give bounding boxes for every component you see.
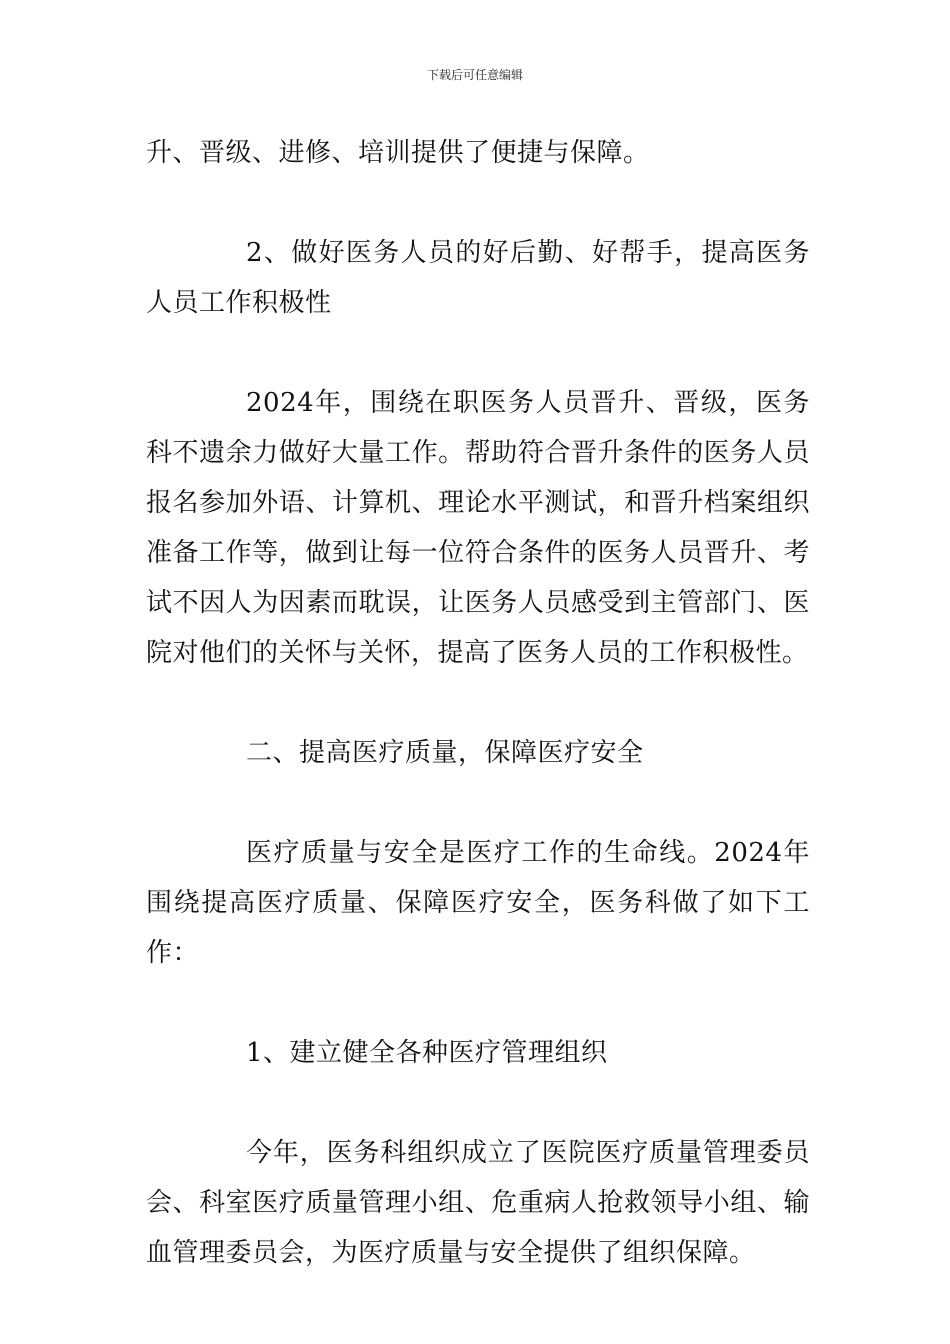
section-heading-1: 1、建立健全各种医疗管理组织 [246,1038,608,1068]
section-heading-2: 2、做好医务人员的好后勤、好帮手，提高医务人员工作积极性 [146,238,810,318]
header-note: 下载后可任意编辑 [426,68,523,82]
paragraph-continuation: 升、晋级、进修、培训提供了便捷与保障。 [146,138,650,168]
paragraph-quality-intro: 医疗质量与安全是医疗工作的生命线。2024年围绕提高医疗质量、保障医疗安全，医务科做了如下工作： [146,838,810,968]
document-body [146,128,810,1328]
paragraph-organizations: 今年，医务科组织成立了医院医疗质量管理委员会、科室医疗质量管理小组、危重病人抢救领导小组、输血管理委员会，为医疗质量与安全提供了组织保障。 [146,1138,810,1268]
section-heading-quality: 二、提高医疗质量，保障医疗安全 [246,738,644,768]
paragraph-promotion-work: 2024年，围绕在职医务人员晋升、晋级，医务科不遗余力做好大量工作。帮助符合晋升条件的医务人员报名参加外语、计算机、理论水平测试，和晋升档案组织准备工作等，做到让每一位符合条件的医务人员晋升、考试不因人为因素而耽误，让医务人员感受到主管部门、医院对他们的关怀与关怀，提高了医务人员的工作积极性。 [146,388,810,668]
